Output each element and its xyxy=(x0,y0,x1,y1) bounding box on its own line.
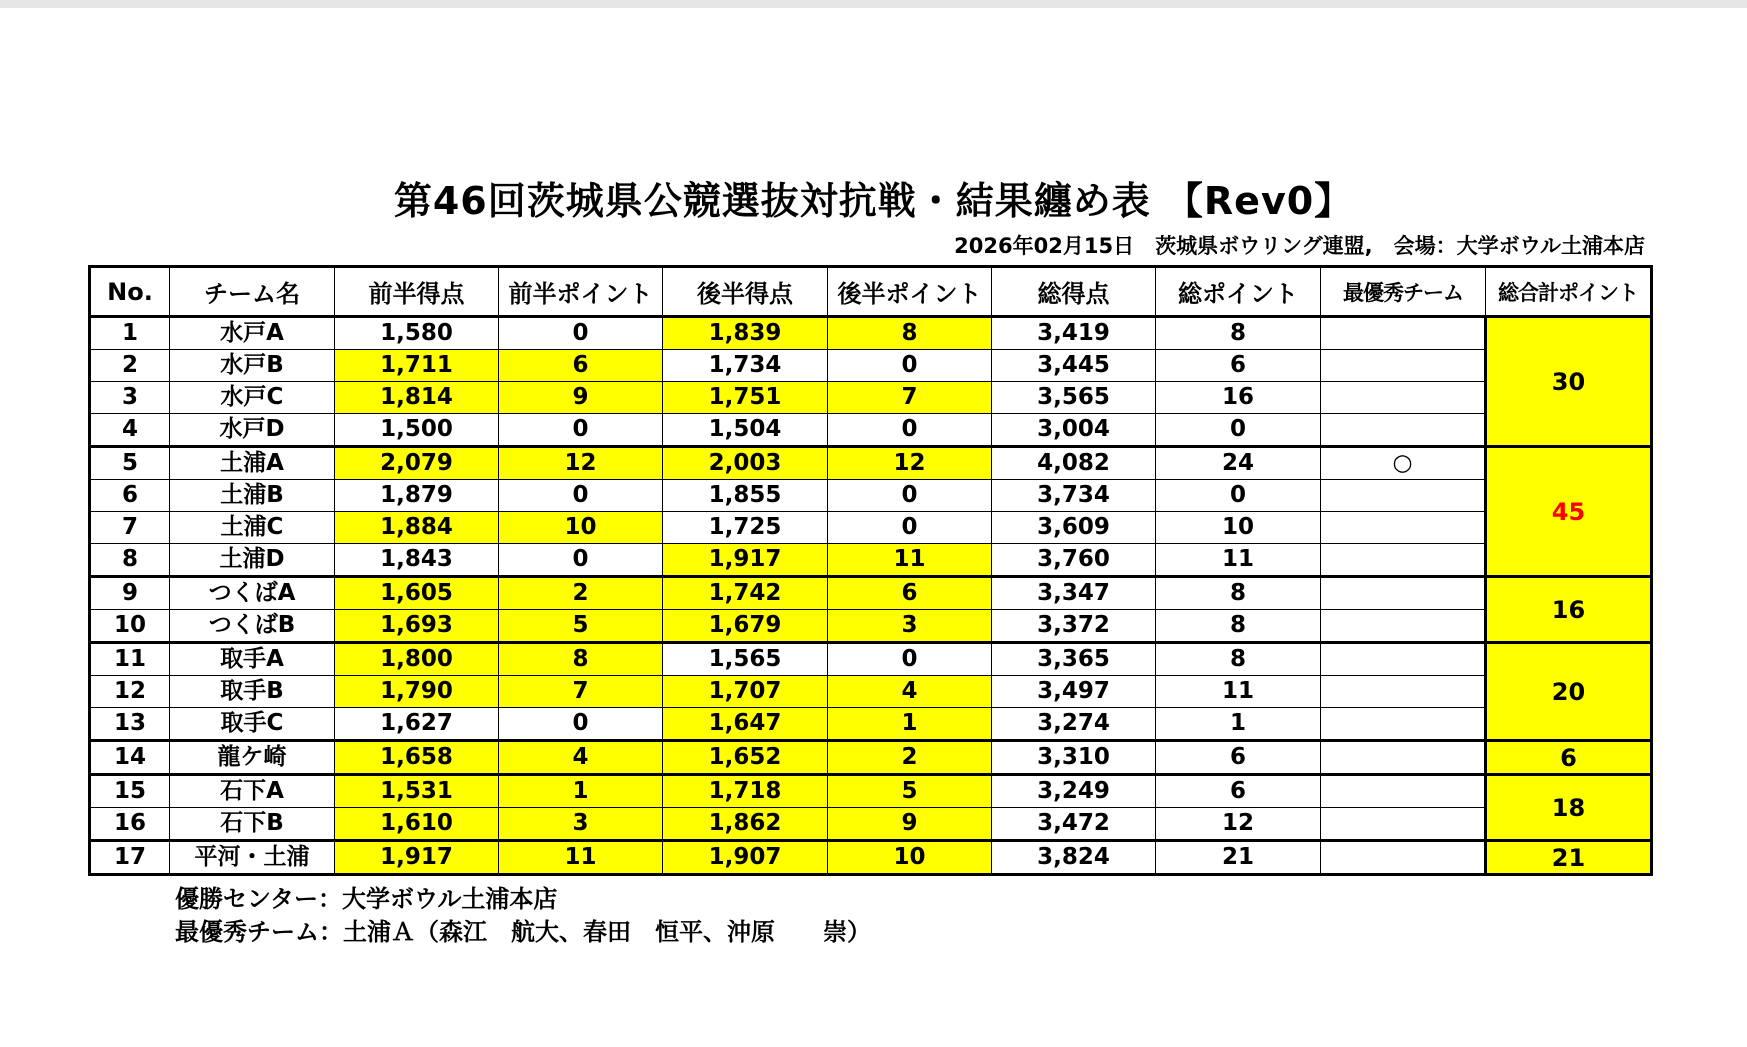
second-half-score-cell: 1,647 xyxy=(663,708,828,741)
first-half-score-cell: 1,658 xyxy=(335,741,499,775)
grand-total-points-cell: 20 xyxy=(1486,643,1652,741)
first-half-points-cell: 8 xyxy=(499,643,663,676)
total-points-cell: 8 xyxy=(1156,577,1321,610)
best-team-mark-cell xyxy=(1321,708,1486,741)
team-name-cell: 取手A xyxy=(170,643,335,676)
total-points-cell: 6 xyxy=(1156,741,1321,775)
best-team-mark-cell xyxy=(1321,414,1486,447)
second-half-score-cell: 1,565 xyxy=(663,643,828,676)
team-number-cell: 10 xyxy=(90,610,170,643)
total-score-cell: 3,249 xyxy=(992,775,1156,808)
second-half-points-cell: 0 xyxy=(828,414,992,447)
total-score-cell: 3,445 xyxy=(992,350,1156,382)
header-no: No. xyxy=(90,267,170,317)
table-row xyxy=(90,741,1652,775)
second-half-points-cell: 10 xyxy=(828,841,992,875)
first-half-points-cell: 0 xyxy=(499,544,663,577)
results-body xyxy=(90,317,1652,875)
team-number-cell: 16 xyxy=(90,808,170,841)
first-half-points-cell: 5 xyxy=(499,610,663,643)
best-team-mark-cell xyxy=(1321,480,1486,512)
header-team-name: チーム名 xyxy=(170,267,335,317)
team-number-cell: 9 xyxy=(90,577,170,610)
header-second-half-points: 後半ポイント xyxy=(828,267,992,317)
total-score-cell: 3,497 xyxy=(992,676,1156,708)
total-points-cell: 8 xyxy=(1156,610,1321,643)
table-row xyxy=(90,808,1652,841)
total-score-cell: 3,274 xyxy=(992,708,1156,741)
best-team-mark-cell xyxy=(1321,808,1486,841)
total-points-cell: 11 xyxy=(1156,544,1321,577)
first-half-points-cell: 0 xyxy=(499,480,663,512)
second-half-points-cell: 1 xyxy=(828,708,992,741)
total-score-cell: 3,472 xyxy=(992,808,1156,841)
team-name-cell: 水戸A xyxy=(170,317,335,350)
second-half-points-cell: 5 xyxy=(828,775,992,808)
second-half-score-cell: 1,862 xyxy=(663,808,828,841)
team-number-cell: 8 xyxy=(90,544,170,577)
first-half-score-cell: 1,711 xyxy=(335,350,499,382)
second-half-score-cell: 1,707 xyxy=(663,676,828,708)
header-first-half-score: 前半得点 xyxy=(335,267,499,317)
grand-total-points-cell: 21 xyxy=(1486,841,1652,875)
best-team-mark-cell xyxy=(1321,643,1486,676)
total-points-cell: 10 xyxy=(1156,512,1321,544)
best-team-mark-cell xyxy=(1321,544,1486,577)
table-row xyxy=(90,350,1652,382)
second-half-score-cell: 1,725 xyxy=(663,512,828,544)
total-score-cell: 3,310 xyxy=(992,741,1156,775)
second-half-points-cell: 0 xyxy=(828,480,992,512)
first-half-score-cell: 1,843 xyxy=(335,544,499,577)
table-row xyxy=(90,512,1652,544)
team-name-cell: 土浦C xyxy=(170,512,335,544)
best-team-mark-cell xyxy=(1321,317,1486,350)
first-half-score-cell: 1,814 xyxy=(335,382,499,414)
first-half-score-cell: 1,693 xyxy=(335,610,499,643)
header-first-half-points: 前半ポイント xyxy=(499,267,663,317)
total-points-cell: 21 xyxy=(1156,841,1321,875)
second-half-points-cell: 8 xyxy=(828,317,992,350)
team-name-cell: 水戸B xyxy=(170,350,335,382)
best-team-mark-cell xyxy=(1321,610,1486,643)
best-team-mark-cell xyxy=(1321,382,1486,414)
second-half-score-cell: 1,907 xyxy=(663,841,828,875)
second-half-points-cell: 6 xyxy=(828,577,992,610)
table-row xyxy=(90,577,1652,610)
team-name-cell: 取手B xyxy=(170,676,335,708)
second-half-points-cell: 4 xyxy=(828,676,992,708)
total-points-cell: 0 xyxy=(1156,414,1321,447)
second-half-points-cell: 0 xyxy=(828,512,992,544)
total-score-cell: 4,082 xyxy=(992,447,1156,480)
first-half-points-cell: 2 xyxy=(499,577,663,610)
team-number-cell: 6 xyxy=(90,480,170,512)
second-half-score-cell: 1,679 xyxy=(663,610,828,643)
top-bar xyxy=(0,0,1747,8)
second-half-score-cell: 1,652 xyxy=(663,741,828,775)
team-number-cell: 13 xyxy=(90,708,170,741)
header-row xyxy=(90,267,1652,317)
total-points-cell: 11 xyxy=(1156,676,1321,708)
table-row xyxy=(90,382,1652,414)
first-half-score-cell: 1,500 xyxy=(335,414,499,447)
team-number-cell: 7 xyxy=(90,512,170,544)
best-team-mark-cell xyxy=(1321,841,1486,875)
second-half-points-cell: 0 xyxy=(828,350,992,382)
page-subtitle: 2026年02月15日 茨城県ボウリング連盟, 会場：大学ボウル土浦本店 xyxy=(954,234,1645,258)
total-points-cell: 6 xyxy=(1156,350,1321,382)
best-team-mark-cell xyxy=(1321,676,1486,708)
table-row xyxy=(90,775,1652,808)
table-row xyxy=(90,610,1652,643)
first-half-score-cell: 1,790 xyxy=(335,676,499,708)
best-team-note: 最優秀チーム：土浦Ａ（森江 航大、春田 恒平、沖原 崇） xyxy=(175,918,871,946)
team-number-cell: 14 xyxy=(90,741,170,775)
second-half-score-cell: 1,751 xyxy=(663,382,828,414)
second-half-points-cell: 2 xyxy=(828,741,992,775)
table-row xyxy=(90,841,1652,875)
team-name-cell: 龍ケ崎 xyxy=(170,741,335,775)
second-half-score-cell: 1,855 xyxy=(663,480,828,512)
header-total-points: 総ポイント xyxy=(1156,267,1321,317)
total-score-cell: 3,609 xyxy=(992,512,1156,544)
best-team-mark-cell xyxy=(1321,741,1486,775)
team-number-cell: 15 xyxy=(90,775,170,808)
first-half-score-cell: 2,079 xyxy=(335,447,499,480)
table-row xyxy=(90,317,1652,350)
first-half-score-cell: 1,800 xyxy=(335,643,499,676)
best-team-mark-cell xyxy=(1321,775,1486,808)
team-name-cell: 水戸D xyxy=(170,414,335,447)
first-half-points-cell: 1 xyxy=(499,775,663,808)
team-name-cell: 土浦D xyxy=(170,544,335,577)
second-half-points-cell: 7 xyxy=(828,382,992,414)
first-half-points-cell: 7 xyxy=(499,676,663,708)
second-half-score-cell: 1,734 xyxy=(663,350,828,382)
table-row xyxy=(90,544,1652,577)
second-half-score-cell: 1,718 xyxy=(663,775,828,808)
total-score-cell: 3,419 xyxy=(992,317,1156,350)
team-number-cell: 12 xyxy=(90,676,170,708)
grand-total-points-cell: 16 xyxy=(1486,577,1652,643)
first-half-score-cell: 1,580 xyxy=(335,317,499,350)
best-team-mark-cell: ○ xyxy=(1321,447,1486,480)
first-half-score-cell: 1,917 xyxy=(335,841,499,875)
header-grand-total-points: 総合計ポイント xyxy=(1486,267,1652,317)
first-half-points-cell: 0 xyxy=(499,317,663,350)
total-points-cell: 24 xyxy=(1156,447,1321,480)
second-half-points-cell: 9 xyxy=(828,808,992,841)
first-half-points-cell: 12 xyxy=(499,447,663,480)
first-half-points-cell: 3 xyxy=(499,808,663,841)
first-half-points-cell: 9 xyxy=(499,382,663,414)
team-number-cell: 3 xyxy=(90,382,170,414)
table-row xyxy=(90,708,1652,741)
second-half-score-cell: 2,003 xyxy=(663,447,828,480)
second-half-score-cell: 1,504 xyxy=(663,414,828,447)
first-half-points-cell: 6 xyxy=(499,350,663,382)
first-half-points-cell: 11 xyxy=(499,841,663,875)
total-score-cell: 3,372 xyxy=(992,610,1156,643)
total-points-cell: 8 xyxy=(1156,317,1321,350)
first-half-score-cell: 1,610 xyxy=(335,808,499,841)
first-half-score-cell: 1,605 xyxy=(335,577,499,610)
total-points-cell: 16 xyxy=(1156,382,1321,414)
grand-total-points-cell: 18 xyxy=(1486,775,1652,841)
team-number-cell: 4 xyxy=(90,414,170,447)
team-name-cell: つくばB xyxy=(170,610,335,643)
best-team-mark-cell xyxy=(1321,512,1486,544)
table-row xyxy=(90,676,1652,708)
team-number-cell: 5 xyxy=(90,447,170,480)
total-points-cell: 1 xyxy=(1156,708,1321,741)
total-score-cell: 3,347 xyxy=(992,577,1156,610)
second-half-points-cell: 3 xyxy=(828,610,992,643)
first-half-points-cell: 4 xyxy=(499,741,663,775)
team-name-cell: 土浦A xyxy=(170,447,335,480)
total-points-cell: 0 xyxy=(1156,480,1321,512)
total-score-cell: 3,565 xyxy=(992,382,1156,414)
team-number-cell: 11 xyxy=(90,643,170,676)
team-number-cell: 2 xyxy=(90,350,170,382)
second-half-score-cell: 1,742 xyxy=(663,577,828,610)
grand-total-points-cell: 30 xyxy=(1486,317,1652,447)
header-second-half-score: 後半得点 xyxy=(663,267,828,317)
first-half-score-cell: 1,531 xyxy=(335,775,499,808)
total-points-cell: 8 xyxy=(1156,643,1321,676)
first-half-points-cell: 10 xyxy=(499,512,663,544)
team-number-cell: 17 xyxy=(90,841,170,875)
best-team-mark-cell xyxy=(1321,577,1486,610)
total-points-cell: 12 xyxy=(1156,808,1321,841)
results-table xyxy=(88,265,1653,876)
header-best-team: 最優秀チーム xyxy=(1321,267,1486,317)
total-score-cell: 3,365 xyxy=(992,643,1156,676)
best-team-mark-cell xyxy=(1321,350,1486,382)
total-score-cell: 3,734 xyxy=(992,480,1156,512)
page-title: 第46回茨城県公競選抜対抗戦・結果纏め表 【Rev0】 xyxy=(393,179,1354,223)
team-name-cell: つくばA xyxy=(170,577,335,610)
total-score-cell: 3,004 xyxy=(992,414,1156,447)
first-half-points-cell: 0 xyxy=(499,708,663,741)
total-score-cell: 3,760 xyxy=(992,544,1156,577)
second-half-points-cell: 11 xyxy=(828,544,992,577)
winning-center-note: 優勝センター：大学ボウル土浦本店 xyxy=(175,885,558,913)
grand-total-points-cell: 45 xyxy=(1486,447,1652,577)
header-total-score: 総得点 xyxy=(992,267,1156,317)
first-half-points-cell: 0 xyxy=(499,414,663,447)
table-row xyxy=(90,414,1652,447)
total-points-cell: 6 xyxy=(1156,775,1321,808)
team-number-cell: 1 xyxy=(90,317,170,350)
grand-total-points-cell: 6 xyxy=(1486,741,1652,775)
table-row xyxy=(90,643,1652,676)
first-half-score-cell: 1,627 xyxy=(335,708,499,741)
team-name-cell: 石下B xyxy=(170,808,335,841)
table-row xyxy=(90,480,1652,512)
team-name-cell: 水戸C xyxy=(170,382,335,414)
first-half-score-cell: 1,884 xyxy=(335,512,499,544)
second-half-score-cell: 1,839 xyxy=(663,317,828,350)
team-name-cell: 平河・土浦 xyxy=(170,841,335,875)
second-half-score-cell: 1,917 xyxy=(663,544,828,577)
team-name-cell: 土浦B xyxy=(170,480,335,512)
team-name-cell: 石下A xyxy=(170,775,335,808)
first-half-score-cell: 1,879 xyxy=(335,480,499,512)
second-half-points-cell: 0 xyxy=(828,643,992,676)
table-row xyxy=(90,447,1652,480)
notes xyxy=(175,883,871,949)
second-half-points-cell: 12 xyxy=(828,447,992,480)
team-name-cell: 取手C xyxy=(170,708,335,741)
total-score-cell: 3,824 xyxy=(992,841,1156,875)
